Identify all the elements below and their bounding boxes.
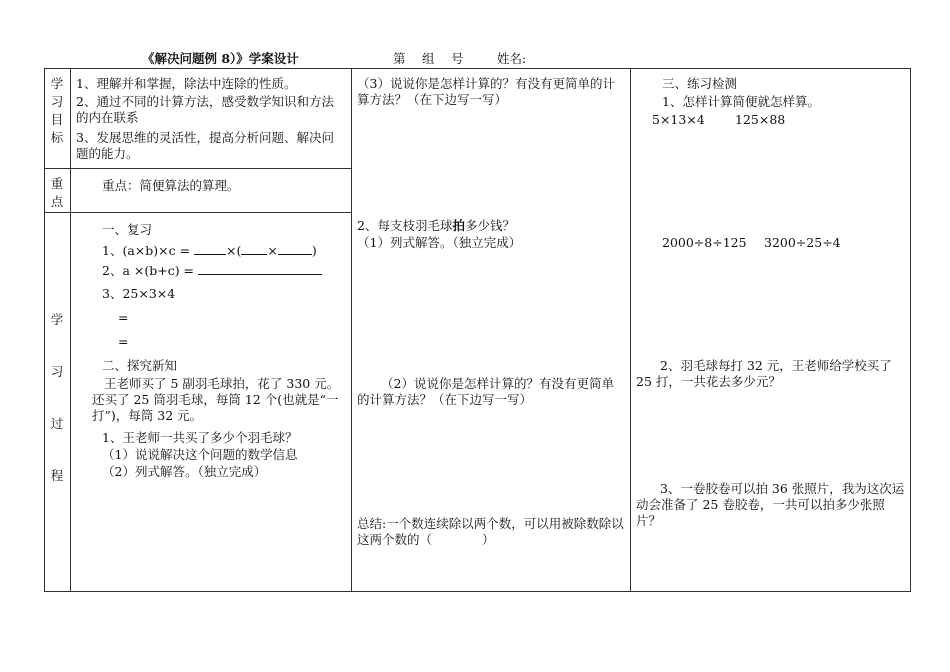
review-item-2: 2、a ×(b+c) = [102, 262, 322, 279]
review-title: 一、复习 [102, 222, 153, 237]
equals-line: = [118, 310, 129, 325]
practice-expression: 3200÷25÷4 [764, 235, 841, 250]
goal-item: 3、发展思维的灵活性，提高分析问题、解决问题的能力。 [76, 130, 334, 161]
equals-line: = [118, 334, 129, 349]
practice-title: 三、练习检测 [662, 76, 738, 91]
practice-question-3: 3、一卷胶卷可以拍 36 张照片，我为这次运动会准备了 25 卷胶卷，一共可以拍多少张照片？ [636, 481, 905, 528]
practice-expression: 5×13×4 [652, 112, 705, 127]
practice-expression: 2000÷8÷125 [662, 235, 747, 250]
goal-item: 1、理解并和掌握，除法中连除的性质。 [76, 76, 297, 91]
practice-question-2: 2、羽毛球每打 32 元，王老师给学校买了 25 打，一共花去多少元？ [636, 358, 892, 389]
question-1-part-2: （2）列式解答。（独立完成） [102, 464, 267, 479]
question-1: 1、王老师一共买了多少个羽毛球？ [102, 430, 298, 445]
question-2-part-2: （2）说说你是怎样计算的？有没有更简单的计算方法？（在下边写一写） [357, 376, 614, 407]
summary-text: 总结:一个数连续除以两个数，可以用被除数除以这两个数的（ ） [357, 516, 624, 547]
answer-blank[interactable] [198, 262, 322, 275]
question-2: 2、每支枝羽毛球拍多少钱？ [357, 218, 515, 233]
review-item-3: 3、25×3×4 [102, 286, 176, 301]
answer-blank[interactable] [278, 242, 312, 255]
review-item-1: 1、(a×b)×c = ×( × ) [102, 243, 317, 258]
name-label: 姓名: [497, 51, 527, 66]
answer-blank[interactable] [241, 242, 267, 255]
question-1-part-3: （3）说说你是怎样计算的？有没有更简单的计算方法？（在下边写一写） [357, 76, 615, 107]
key-point: 重点：简便算法的算理。 [102, 178, 240, 193]
page-title: 《解决问题例 8）》学案设计 [142, 51, 299, 66]
question-2-part-1: （1）列式解答。（独立完成） [357, 235, 522, 250]
practice-expression: 125×88 [735, 112, 786, 127]
question-1-part-1: （1）说说解决这个问题的数学信息 [102, 447, 298, 462]
answer-blank[interactable] [194, 242, 226, 255]
goal-item: 2、通过不同的计算方法，感受数学知识和方法的内在联系 [76, 94, 334, 125]
group-label: 第 组 号 [393, 51, 464, 66]
new-title: 二、探究新知 [102, 358, 178, 373]
practice-question-1: 1、怎样计算简便就怎样算。 [662, 94, 820, 109]
story-text: 王老师买了 5 副羽毛球拍，花了 330 元。还买了 25 筒羽毛球，每筒 12 个(也就是“一打”)，每筒 32 元。 [92, 376, 340, 423]
